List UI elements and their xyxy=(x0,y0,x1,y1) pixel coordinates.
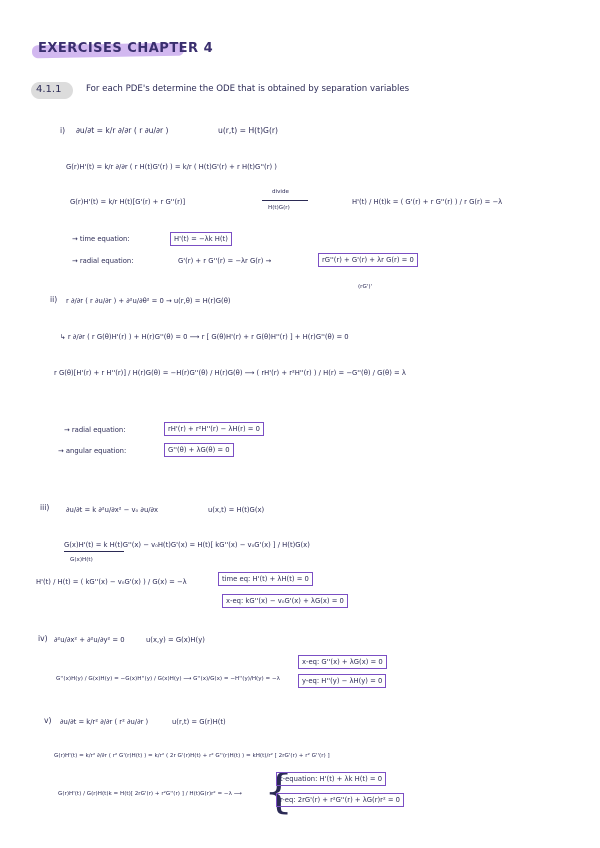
p5-label: v) xyxy=(44,716,52,725)
page-title: EXERCISES CHAPTER 4 xyxy=(38,41,214,56)
p4-y-equation: y-eq: H''(y) − λH(y) = 0 xyxy=(298,674,386,688)
p3-pde: ∂u/∂t = k ∂²u/∂x² − v₀ ∂u/∂x xyxy=(66,506,159,514)
p1-divide-note: divide xyxy=(272,189,289,195)
p2-label: ii) xyxy=(50,295,58,304)
p1-line2c: H'(t) / H(t)k = ( G'(r) + r G''(r) ) / r G(r) = −λ xyxy=(352,198,503,206)
p2-line1: ↳ r ∂/∂r ( r G(θ)H'(r) ) + H(r)G''(θ) = 0 ⟶ r [ G(θ)H'(r) + r G(θ)H''(r) ] + H(r)G''(θ) = 0 xyxy=(60,333,349,341)
p1-radial-mid: G'(r) + r G''(r) = −λr G(r) → xyxy=(178,257,272,265)
p3-x-equation: x-eq: kG''(x) − v₀G'(x) + λG(x) = 0 xyxy=(222,594,348,608)
p4-line1: G''(x)H(y) / G(x)H(y) = −G(x)H''(y) / G(x)H(y) ⟶ G''(x)/G(x) = −H''(y)/H(y) = −λ xyxy=(56,676,280,682)
p3-line1b: G(x)H(t) xyxy=(70,557,93,563)
p5-time-equation: t-equation: H'(t) + λk H(t) = 0 xyxy=(276,772,386,786)
p4-label: iv) xyxy=(38,634,48,643)
p1-ansatz: u(r,t) = H(t)G(r) xyxy=(218,126,278,135)
p1-radial-label: → radial equation: xyxy=(72,257,134,265)
p3-ansatz: u(x,t) = H(t)G(x) xyxy=(208,506,265,514)
p5-brace: { xyxy=(264,764,294,818)
p5-ansatz: u(r,t) = G(r)H(t) xyxy=(172,718,226,726)
p1-line2a: G(r)H'(t) = k/r H(t)[G'(r) + r G''(r)] xyxy=(70,198,186,206)
p2-pde: r ∂/∂r ( r ∂u/∂r ) + ∂²u/∂θ² = 0 → u(r,θ) = H(r)G(θ) xyxy=(66,297,231,305)
p4-x-equation: x-eq: G''(x) + λG(x) = 0 xyxy=(298,655,387,669)
p3-line2: H'(t) / H(t) = ( kG''(x) − v₀G'(x) ) / G(x) = −λ xyxy=(36,578,187,586)
p1-time-equation: H'(t) = −λk H(t) xyxy=(170,232,232,246)
p1-line1: G(r)H'(t) = k/r ∂/∂r ( r H(t)G'(r) ) = k/r ( H(t)G'(r) + r H(t)G''(r) ) xyxy=(66,163,277,171)
p2-radial-label: → radial equation: xyxy=(64,426,126,434)
p3-time-equation: time eq: H'(t) + λH(t) = 0 xyxy=(218,572,313,586)
p4-ansatz: u(x,y) = G(x)H(y) xyxy=(146,636,205,644)
p3-line1: G(x)H'(t) = k H(t)G''(x) − v₀H(t)G'(x) = H(t)[ kG''(x) − v₀G'(x) ] / H(t)G(x) xyxy=(64,541,310,549)
p2-angular-label: → angular equation: xyxy=(58,447,127,455)
p3-label: iii) xyxy=(40,503,50,512)
p1-divide-rule xyxy=(262,200,308,201)
p1-note: (rG')' xyxy=(358,284,373,290)
p1-time-label: → time equation: xyxy=(72,235,130,243)
p1-label: i) xyxy=(60,126,66,135)
p5-line1: G(r)H'(t) = k/r² ∂/∂r ( r² G'(r)H(t) ) = k/r² ( 2r G'(r)H(t) + r² G''(r)H(t) ) = kH(t)/r² [ 2rG'(r) + r² G''(r) ] xyxy=(54,753,330,759)
section-number: 4.1.1 xyxy=(36,84,62,95)
p5-line2: G(r)H'(t) / G(r)H(t)k = H(t)[ 2rG'(r) + r²G''(r) ] / H(t)G(r)r² = −λ ⟶ xyxy=(58,791,242,797)
p3-fraction-rule xyxy=(64,551,124,552)
p1-pde: ∂u/∂t = k/r ∂/∂r ( r ∂u/∂r ) xyxy=(76,126,169,135)
p5-r-equation: r-eq: 2rG'(r) + r²G''(r) + λG(r)r² = 0 xyxy=(276,793,404,807)
p2-line2: r G(θ)[H'(r) + r H''(r)] / H(r)G(θ) = −H(r)G''(θ) / H(r)G(θ) ⟶ ( rH'(r) + r²H''(r) ) / H(r) = −G''(θ) / G(θ) = λ xyxy=(54,369,406,377)
section-intro: For each PDE's determine the ODE that is obtained by separation variables xyxy=(86,84,410,94)
p1-radial-equation: rG''(r) + G'(r) + λr G(r) = 0 xyxy=(318,253,418,267)
p2-angular-equation: G''(θ) + λG(θ) = 0 xyxy=(164,443,234,457)
p2-radial-equation: rH'(r) + r²H''(r) − λH(r) = 0 xyxy=(164,422,264,436)
p1-line2b: H(t)G(r) xyxy=(268,205,290,211)
p4-pde: ∂²u/∂x² + ∂²u/∂y² = 0 xyxy=(54,636,125,644)
p5-pde: ∂u/∂t = k/r² ∂/∂r ( r² ∂u/∂r ) xyxy=(60,718,149,726)
